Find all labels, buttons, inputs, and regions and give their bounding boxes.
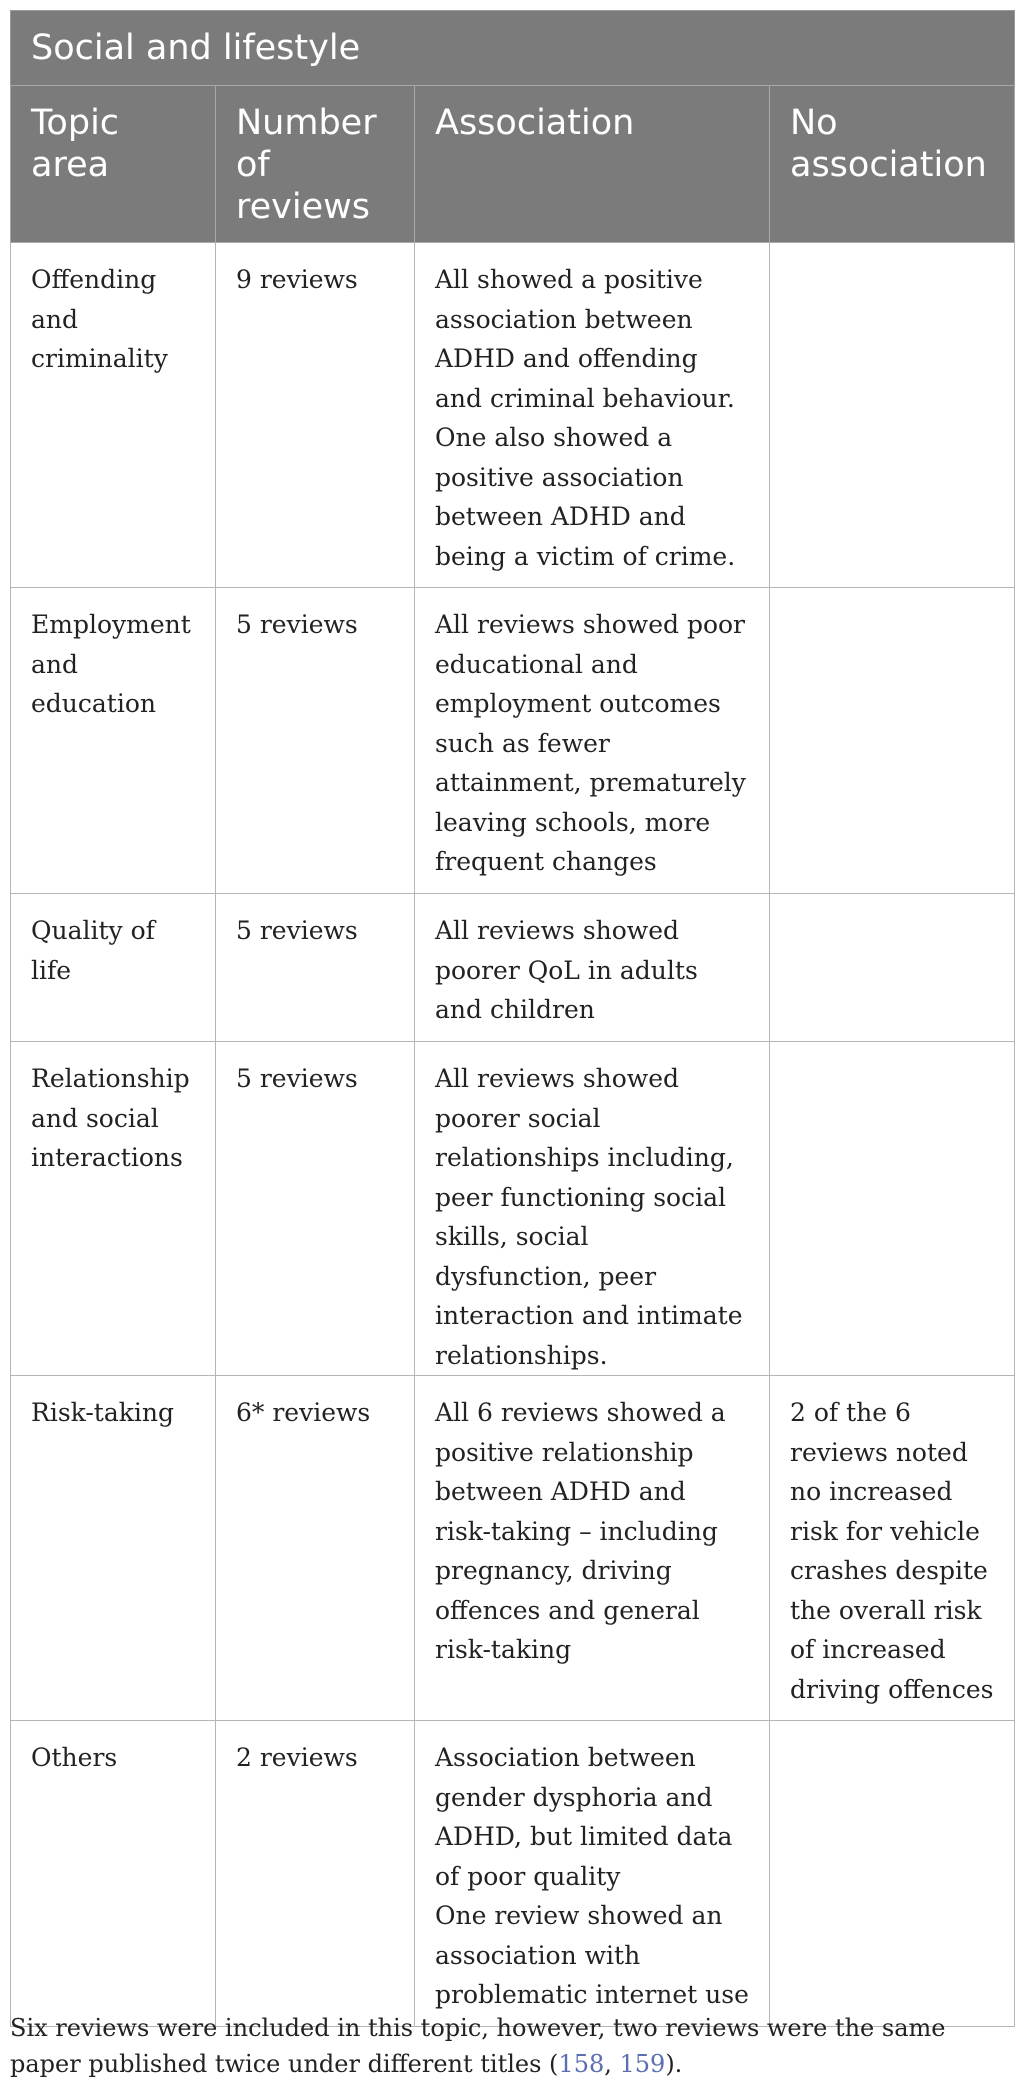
- topic-cell: Others: [11, 1721, 216, 2027]
- footnote-text: Six reviews were included in this topic, however, two reviews were the same paper published twice under different titles (: [10, 2014, 946, 2078]
- no-association-cell: [770, 1721, 1015, 2027]
- association-cell: All reviews showed poorer social relationships including, peer functioning social skills, social dysfunction, peer interaction and intimate relationships.: [415, 1042, 770, 1376]
- association-cell: All 6 reviews showed a positive relationship between ADHD and risk-taking – including pregnancy, driving offences and general risk-taking: [415, 1376, 770, 1721]
- header-no-association: No association: [770, 86, 1015, 243]
- association-cell: All showed a positive association between ADHD and offending and criminal behaviour. One also showed a positive association between ADHD and being a victim of crime.: [415, 243, 770, 588]
- association-text: Association between gender dysphoria and ADHD, but limited data of poor quality: [435, 1743, 733, 1891]
- topic-cell: Employment and education: [11, 588, 216, 894]
- no-association-cell: [770, 243, 1015, 588]
- table-header-row: [11, 86, 1015, 243]
- topic-cell: Risk-taking: [11, 1376, 216, 1721]
- social-lifestyle-table: [10, 10, 1015, 2027]
- reviews-cell: 2 reviews: [216, 1721, 415, 2027]
- reviews-cell: 9 reviews: [216, 243, 415, 588]
- table-row: [11, 1376, 1015, 1721]
- association-extra-text: One review showed an association with problematic internet use: [435, 1901, 749, 2009]
- association-cell: All reviews showed poorer QoL in adults and children: [415, 894, 770, 1042]
- table-row: [11, 894, 1015, 1042]
- footnote-end: ).: [665, 2050, 683, 2078]
- table-row: [11, 1042, 1015, 1376]
- no-association-cell: [770, 894, 1015, 1042]
- topic-cell: Relationship and social interactions: [11, 1042, 216, 1376]
- footnote-separator: ,: [604, 2050, 620, 2078]
- header-topic-area: Topic area: [11, 86, 216, 243]
- table-container: [10, 10, 1014, 2027]
- table-title-row: [11, 11, 1015, 86]
- reviews-cell: 5 reviews: [216, 1042, 415, 1376]
- table-title: Social and lifestyle: [11, 11, 1015, 86]
- reviews-cell: 5 reviews: [216, 894, 415, 1042]
- table-row: [11, 1721, 1015, 2027]
- topic-cell: Quality of life: [11, 894, 216, 1042]
- table-row: [11, 243, 1015, 588]
- table-row: [11, 588, 1015, 894]
- association-cell: [415, 1721, 770, 2027]
- reference-link-159[interactable]: 159: [619, 2050, 666, 2078]
- table-footnote: [10, 2010, 1015, 2082]
- no-association-cell: 2 of the 6 reviews noted no increased risk for vehicle crashes despite the overall risk of increased driving offences: [770, 1376, 1015, 1721]
- header-association: Association: [415, 86, 770, 243]
- header-number-of-reviews: Number of reviews: [216, 86, 415, 243]
- reviews-cell: 5 reviews: [216, 588, 415, 894]
- reviews-cell: 6* reviews: [216, 1376, 415, 1721]
- topic-cell: Offending and criminality: [11, 243, 216, 588]
- no-association-cell: [770, 1042, 1015, 1376]
- association-cell: All reviews showed poor educational and employment outcomes such as fewer attainment, prematurely leaving schools, more frequent changes: [415, 588, 770, 894]
- no-association-cell: [770, 588, 1015, 894]
- reference-link-158[interactable]: 158: [558, 2050, 605, 2078]
